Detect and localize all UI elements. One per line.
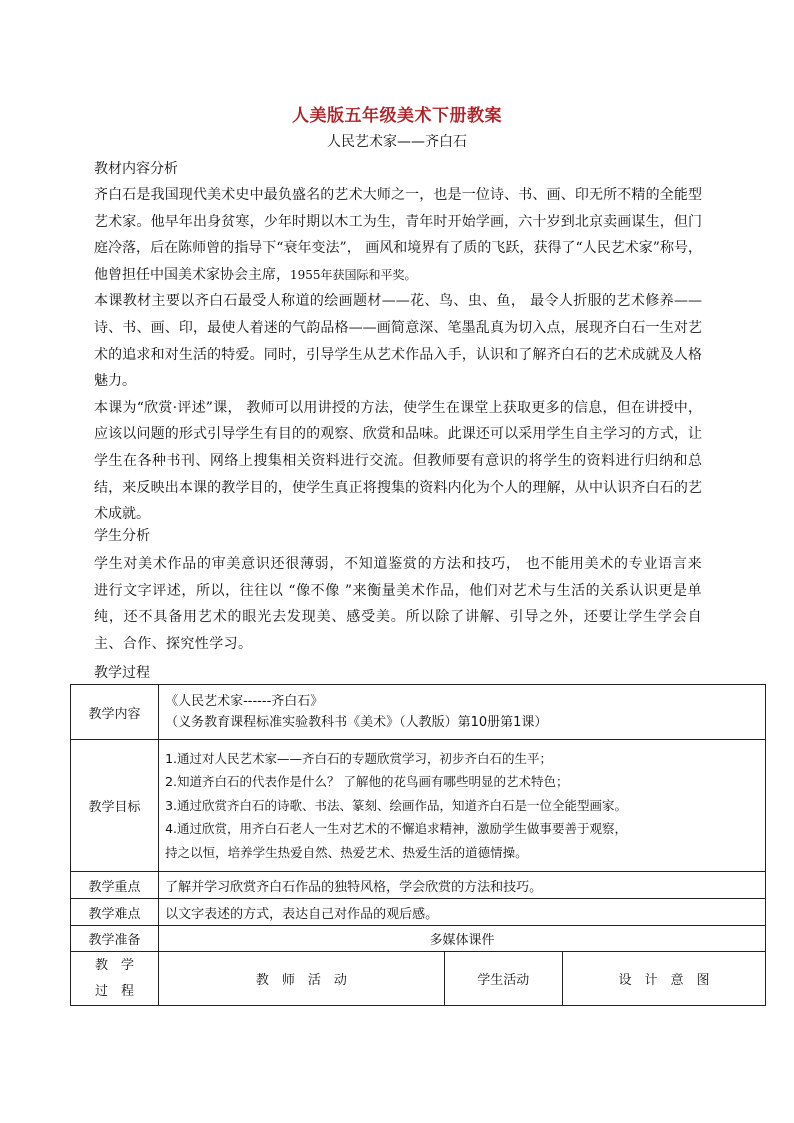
process-label-line-2: 过 程 (95, 983, 135, 999)
student-activity-header: 学生活动 (444, 952, 562, 1006)
goals-label: 教学目标 (71, 740, 159, 872)
paragraph-1-year-note: 1955年获国际和平奖。 (290, 267, 417, 282)
difficulty-text: 以文字表述的方式，表达自己对作品的观后感。 (159, 899, 766, 926)
process-label-line-1: 教 学 (95, 957, 135, 973)
key-point-text: 了解并学习欣赏齐白石作品的独特风格，学会欣赏的方法和技巧。 (159, 872, 766, 899)
page-title: 人美版五年级美术下册教案 (292, 106, 502, 126)
material-analysis-paragraph-3: 本课为“欣赏·评述”课， 教师可以用讲授的方法，使学生在课堂上获取更多的信息，但在讲授中，应该以问题的形式引导学生有目的的观察、欣赏和品味。此课还可以采用学生自主学习的方式，让学生在各种书刊、网络上搜集相关资料进行交流。但教师要有意识的将学生的资料进行归纳和总结，来反映出本课的教学目的，使学生真正将搜集的资料内化为个人的理解，从中认识齐白石的艺术成就。 (94, 399, 702, 523)
content-title: 《人民艺术家------齐白石》 (165, 694, 324, 709)
paragraph-1-text: 齐白石是我国现代美术史中最负盛名的艺术大师之一，也是一位诗、书、画、印无所不精的全能型艺术家。他早年出身贫寒，少年时期以木工为生，青年时开始学画，六十岁到北京卖画谋生，但门庭冷落，后在陈师曾的指导下“衰年变法”， 画风和境界有了质的飞跃，获得了“人民艺术家”称号，他曾担任中国美术家协会主席， (94, 187, 702, 283)
page-subtitle: 人民艺术家——齐白石 (327, 134, 467, 150)
student-analysis-heading: 学生分析 (94, 528, 150, 544)
key-point-label: 教学重点 (71, 872, 159, 899)
teacher-activity-header: 教 师 活 动 (159, 952, 445, 1006)
content-cell (159, 685, 766, 740)
difficulty-label: 教学难点 (71, 899, 159, 926)
goal-item: 2.知道齐白石的代表作是什么？ 了解他的花鸟画有哪些明显的艺术特色； (165, 774, 569, 790)
goal-item-continued: 持之以恒，培养学生热爱自然、热爱艺术、热爱生活的道德情操。 (165, 844, 528, 860)
teaching-process-heading: 教学过程 (94, 665, 150, 681)
student-analysis-paragraph: 学生对美术作品的审美意识还很薄弱，不知道鉴赏的方法和技巧， 也不能用美术的专业语言来进行文字评述，所以，往往以 “像不像 ”来衡量美术作品，他们对艺术与生活的关系认识更是单纯，还不具备用艺术的眼光去发现美、感受美。所以除了讲解、引导之外，还要让学生学会自主、合作、探究性学习。 (94, 556, 702, 652)
preparation-label: 教学准备 (71, 926, 159, 952)
material-analysis-section (94, 158, 702, 528)
material-analysis-heading: 教材内容分析 (94, 161, 178, 177)
table-row-key-point (71, 872, 766, 899)
table-row-goals (71, 740, 766, 872)
goal-item: 4.通过欣赏，用齐白石老人一生对艺术的不懈追求精神，激励学生做事要善于观察， (165, 821, 628, 837)
preparation-text: 多媒体课件 (159, 926, 766, 952)
goal-item: 3.通过欣赏齐白石的诗歌、书法、篆刻、绘画作品，知道齐白石是一位全能型画家。 (165, 797, 628, 813)
table-row-process-header (71, 952, 766, 1006)
student-analysis-section (94, 525, 702, 657)
content-source: （义务教育课程标准实验教科书《美术》（人教版）第10册第1课） (165, 715, 548, 730)
material-analysis-paragraph-2: 本课教材主要以齐白石最受人称道的绘画题材——花、鸟、虫、鱼， 最令人折服的艺术修养——诗、书、画、印，最使人着迷的气韵品格——画简意深、笔墨乱真为切入点，展现齐白石一生对艺术的追求和对生活的特爱。同时，引导学生从艺术作品入手，认识和了解齐白石的艺术成就及人格魅力。 (94, 293, 702, 390)
material-analysis-paragraph-1 (94, 182, 702, 288)
goals-cell (159, 740, 766, 872)
table-row-difficulty (71, 899, 766, 926)
table-row-content (71, 685, 766, 740)
lesson-plan-table (70, 684, 766, 1006)
goal-item: 1.通过对人民艺术家——齐白石的专题欣赏学习，初步齐白石的生平； (165, 750, 553, 766)
table-row-preparation (71, 926, 766, 952)
design-intent-header: 设 计 意 图 (562, 952, 765, 1006)
process-label (71, 952, 159, 1006)
content-label: 教学内容 (71, 685, 159, 740)
